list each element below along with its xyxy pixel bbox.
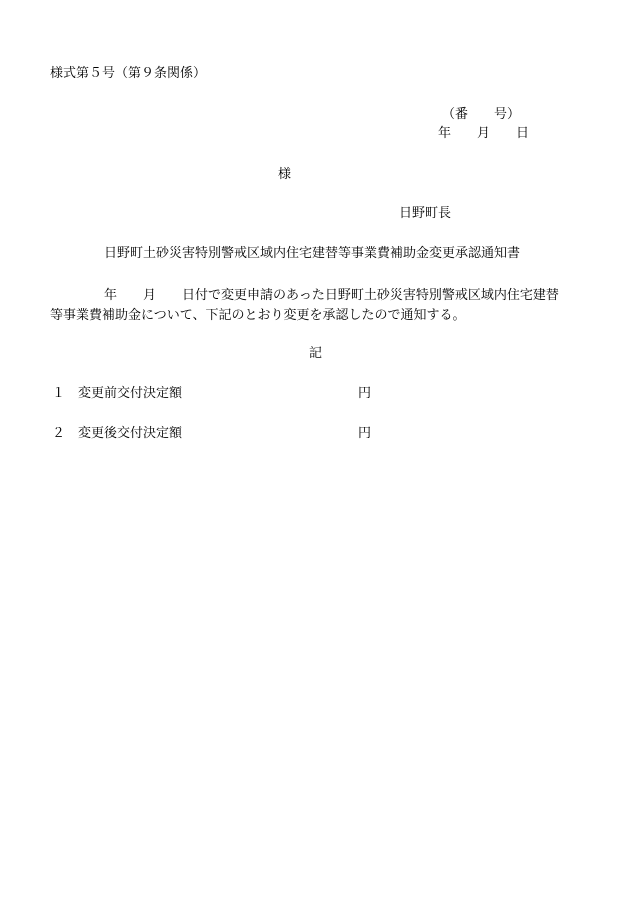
document-title: 日野町土砂災害特別警戒区域内住宅建替等事業費補助金変更承認通知書 — [104, 246, 521, 261]
body-text-line-1: 年 月 日付で変更申請のあった日野町土砂災害特別警戒区域内住宅建替 — [104, 288, 559, 303]
form-label: 様式第５号（第９条関係） — [50, 66, 207, 81]
ki-heading: 記 — [309, 346, 323, 361]
item-label: 変更後交付決定額 — [78, 426, 183, 441]
item-unit: 円 — [358, 426, 372, 441]
item-unit: 円 — [358, 386, 372, 401]
body-text-line-2: 等事業費補助金について、下記のとおり変更を承認したので通知する。 — [50, 308, 466, 323]
issuer-name: 日野町長 — [399, 206, 452, 221]
issue-date: 年 月 日 — [438, 126, 530, 141]
addressee-suffix: 様 — [278, 167, 292, 182]
reference-number: （番 号） — [442, 107, 521, 122]
item-number: ２ — [52, 426, 66, 441]
item-number: １ — [52, 386, 66, 401]
item-label: 変更前交付決定額 — [78, 386, 183, 401]
